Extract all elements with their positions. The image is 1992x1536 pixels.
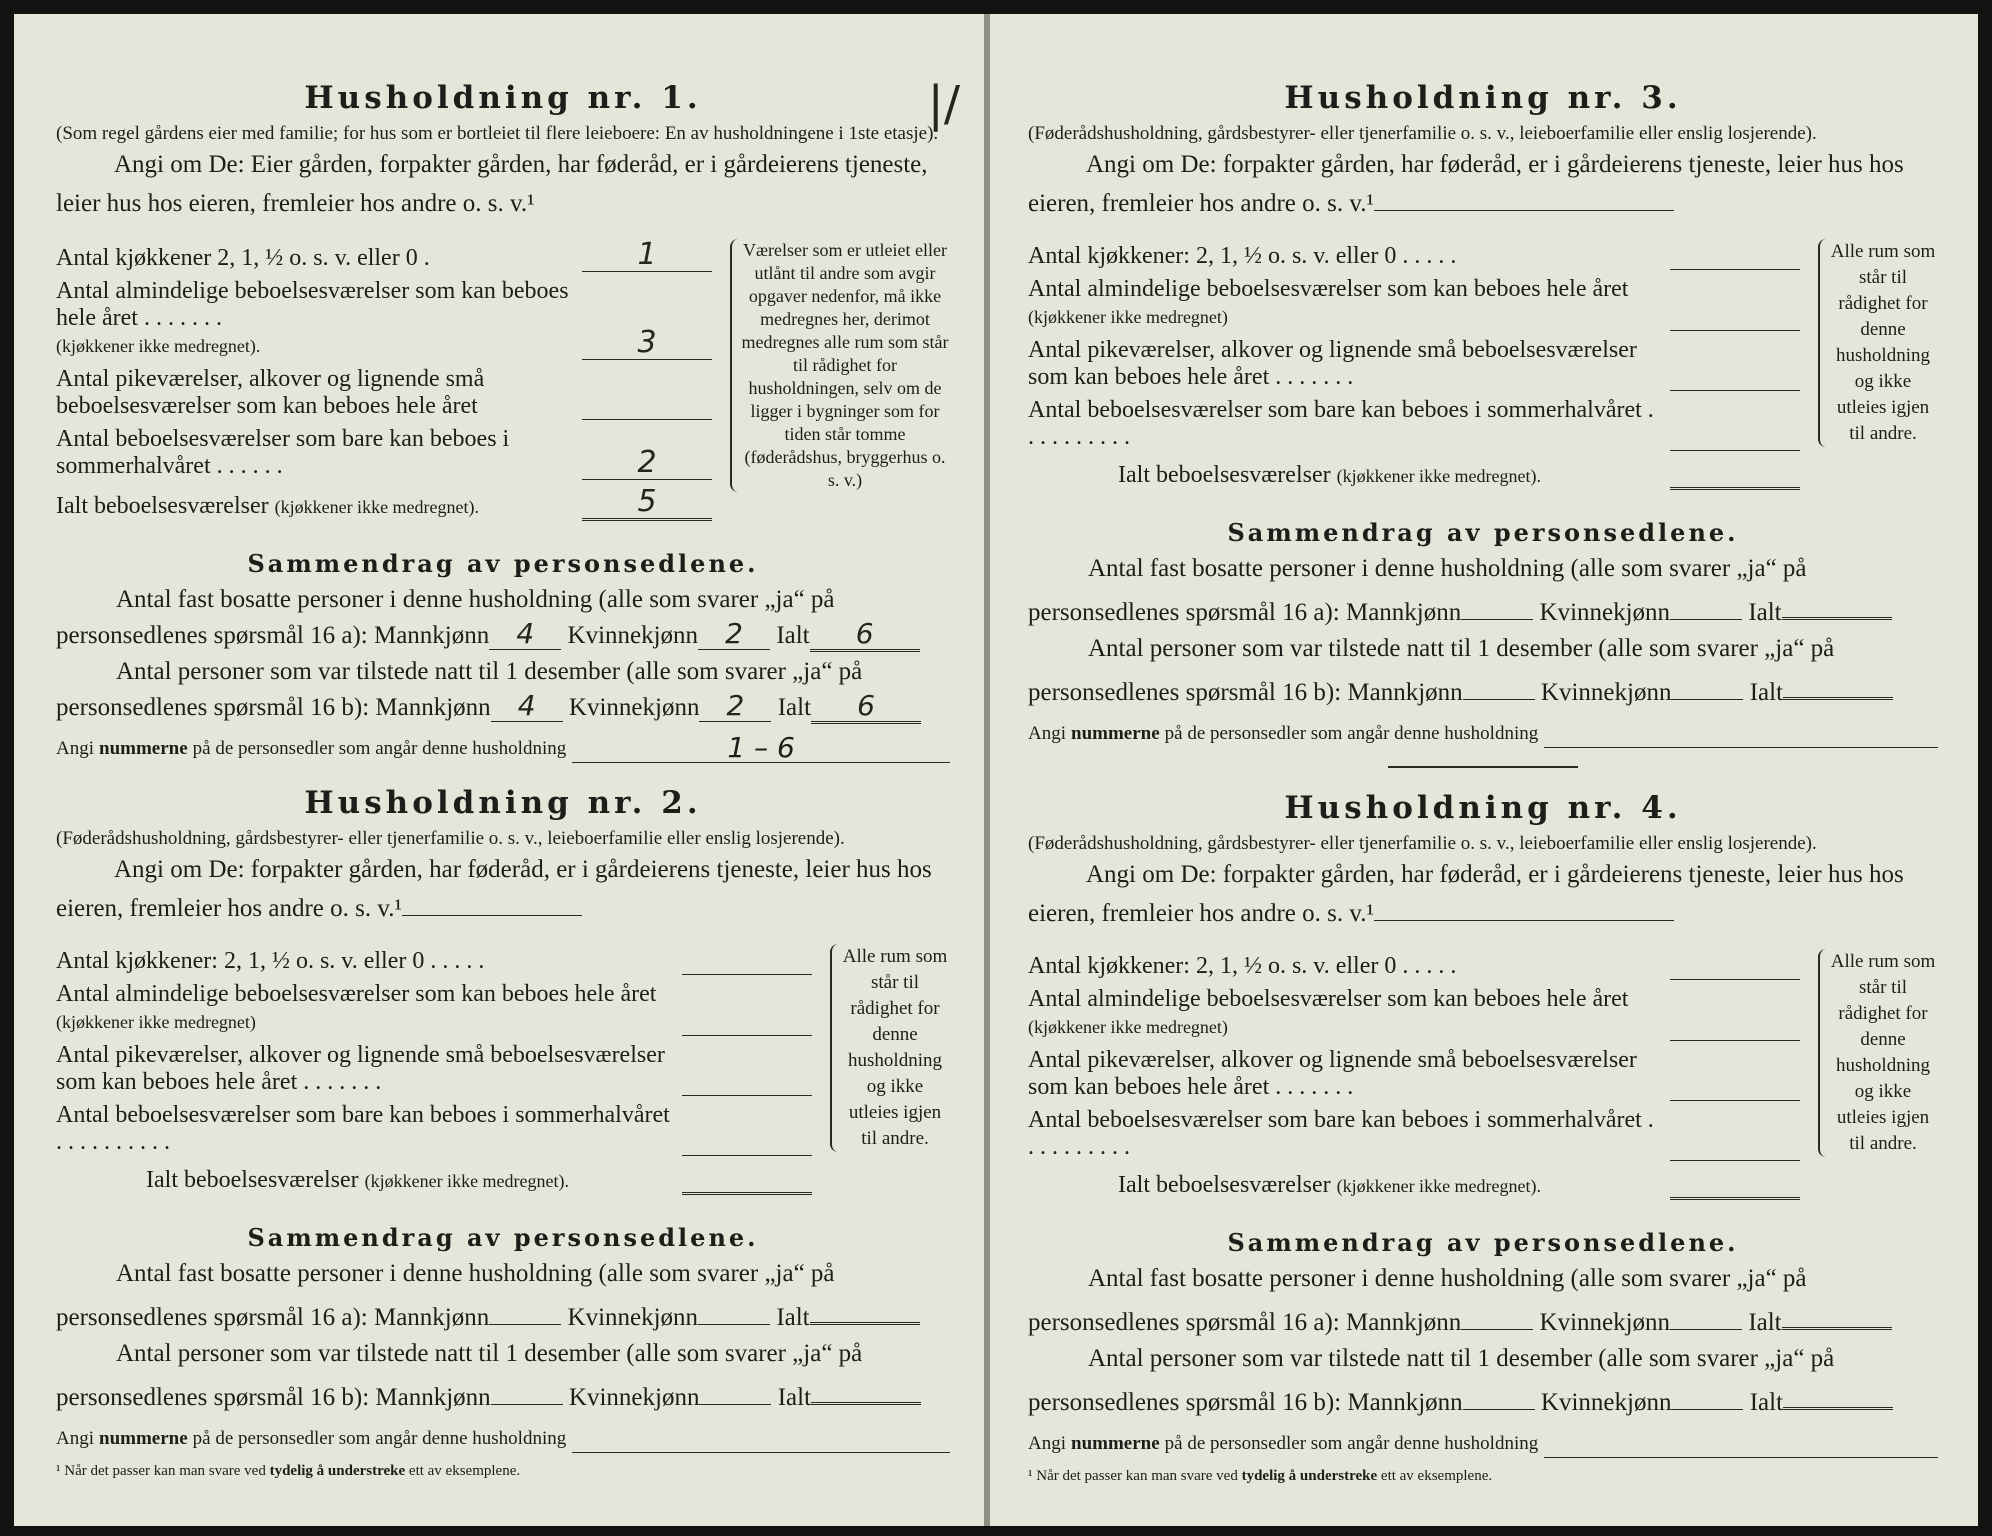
nummer-post: på de personsedler som angår denne husholdning	[192, 738, 567, 759]
summary-a-question: personsedlenes spørsmål 16 a):	[56, 622, 368, 649]
a-male-answer[interactable]	[1461, 589, 1533, 620]
male-label: Mannkjønn	[373, 622, 490, 649]
nummer-pre: Angi	[1028, 723, 1066, 744]
nummer-row	[1028, 1429, 1938, 1458]
b-total-answer[interactable]	[1783, 1377, 1893, 1410]
household-2	[56, 785, 950, 1453]
rooms-summer-answer[interactable]	[1670, 420, 1800, 451]
rooms-total-row	[1028, 1167, 1800, 1200]
rooms-summer-answer[interactable]	[1670, 1130, 1800, 1161]
household-4	[1028, 790, 1938, 1458]
kitchens-row	[1028, 949, 1800, 980]
rooms-total-label: Ialt beboelsesværelser	[1118, 462, 1331, 488]
b-female-answer[interactable]	[699, 1374, 771, 1405]
household-1-angi	[56, 145, 950, 223]
footnote-pre: ¹ Når det passer kan man svare ved	[56, 1463, 266, 1479]
rooms-small-row	[1028, 337, 1800, 391]
rooms-total-answer[interactable]	[1670, 457, 1800, 490]
rooms-main-sub: (kjøkkener ikke medregnet)	[1028, 307, 1228, 327]
rooms-summer-row	[56, 1102, 812, 1156]
rooms-small-answer[interactable]	[1670, 360, 1800, 391]
summary-b-text: Antal personer som var tilstede natt til 1 desember (alle som svarer „ja“ på	[1088, 1345, 1835, 1372]
nummer-bold: nummerne	[99, 738, 188, 759]
rooms-small-label: Antal pikeværelser, alkover og lignende små beboelsesværelser som kan beboes hele året . . . . . . .	[1028, 1047, 1637, 1100]
rooms-small-label: Antal pikeværelser, alkover og lignende små beboelsesværelser som kan beboes hele året	[56, 366, 485, 419]
kitchens-row	[1028, 239, 1800, 270]
summary-title: Sammendrag av personsedlene.	[247, 549, 759, 578]
total-label: Ialt	[1748, 599, 1782, 626]
rooms-small-answer[interactable]	[582, 389, 712, 420]
rooms-main-label: Antal almindelige beboelsesværelser som kan beboes hele året . . . . . . .	[56, 278, 569, 331]
household-1-rooms	[56, 239, 950, 527]
male-label: Mannkjønn	[373, 1304, 490, 1331]
kitchens-answer[interactable]	[682, 944, 812, 975]
rooms-small-row	[56, 1042, 812, 1096]
a-total-answer[interactable]	[1782, 1297, 1892, 1330]
a-female-answer[interactable]: 2	[698, 619, 770, 650]
a-total-answer[interactable]	[1782, 587, 1892, 620]
summary-b-row	[1028, 667, 1938, 711]
footnote-post: ett av eksemplene.	[408, 1463, 521, 1479]
summary-a-question: personsedlenes spørsmål 16 a):	[56, 1304, 368, 1331]
summary-a-row	[56, 618, 950, 654]
footnote-bold: tydelig å understreke	[269, 1463, 406, 1479]
b-female-answer[interactable]	[1671, 669, 1743, 700]
nummer-bold: nummerne	[1071, 1433, 1160, 1454]
b-female-answer[interactable]	[1671, 1379, 1743, 1410]
rooms-summer-label: Antal beboelsesværelser som bare kan beboes i sommerhalvåret . . . . . .	[56, 426, 510, 479]
female-label: Kvinnekjønn	[568, 694, 700, 721]
footnote-pre: ¹ Når det passer kan man svare ved	[1028, 1468, 1238, 1484]
side-note: Alle rum som står til rådighet for denne husholdning og ikke utleies igjen til andre.	[1818, 239, 1938, 447]
footnote	[56, 1463, 950, 1480]
male-label: Mannkjønn	[375, 1384, 491, 1411]
section-divider	[1388, 766, 1578, 768]
female-label: Kvinnekjønn	[567, 622, 699, 649]
summary-b-question: personsedlenes spørsmål 16 b):	[1028, 1389, 1342, 1416]
rooms-total-row	[56, 1162, 812, 1195]
side-note: Alle rum som står til rådighet for denne husholdning og ikke utleies igjen til andre.	[1818, 949, 1938, 1157]
angi-prompt: Angi om De:	[114, 856, 245, 883]
total-label: Ialt	[1748, 1309, 1782, 1336]
angi-prompt: Angi om De:	[1086, 861, 1217, 888]
nummer-bold: nummerne	[1071, 723, 1160, 744]
rooms-small-label: Antal pikeværelser, alkover og lignende små beboelsesværelser som kan beboes hele året . . . . . . .	[1028, 337, 1637, 390]
right-page	[990, 14, 1978, 1526]
b-female-answer[interactable]: 2	[699, 691, 771, 722]
summary-title: Sammendrag av personsedlene.	[247, 1223, 759, 1252]
summary-a-row	[1028, 1297, 1938, 1341]
summary-a-question: personsedlenes spørsmål 16 a):	[1028, 1309, 1340, 1336]
rooms-small-label: Antal pikeværelser, alkover og lignende små beboelsesværelser som kan beboes hele året . . . . . . .	[56, 1042, 665, 1095]
rooms-summer-row	[56, 426, 712, 480]
household-3-angi	[1028, 145, 1938, 223]
kitchens-row	[56, 239, 712, 272]
total-label: Ialt	[777, 1384, 812, 1411]
kitchens-label: Antal kjøkkener 2, 1, ½ o. s. v. eller 0 .	[56, 245, 430, 271]
household-4-title: Husholdning nr. 4.	[1284, 790, 1682, 826]
male-label: Mannkjønn	[1345, 1309, 1462, 1336]
rooms-list	[56, 239, 712, 527]
summary-a-text: Antal fast bosatte personer i denne husholdning (alle som svarer „ja“ på	[116, 1260, 835, 1287]
a-female-answer[interactable]	[1670, 1299, 1742, 1330]
rooms-main-row	[1028, 276, 1800, 331]
rooms-main-row	[56, 278, 712, 360]
left-page	[14, 14, 984, 1526]
rooms-small-row	[1028, 1047, 1800, 1101]
rooms-total-answer[interactable]: 5	[582, 486, 712, 521]
summary-a-row	[1028, 587, 1938, 631]
rooms-main-label: Antal almindelige beboelsesværelser som kan beboes hele året	[1028, 276, 1629, 302]
b-total-answer[interactable]	[811, 1372, 921, 1405]
rooms-main-sub: (kjøkkener ikke medregnet)	[56, 1012, 256, 1032]
rooms-total-sub: (kjøkkener ikke medregnet).	[1336, 466, 1542, 486]
male-label: Mannkjønn	[1347, 679, 1463, 706]
rooms-total-label: Ialt beboelsesværelser	[1118, 1172, 1331, 1198]
b-male-answer[interactable]	[491, 1374, 563, 1405]
rooms-main-sub: (kjøkkener ikke medregnet)	[1028, 1017, 1228, 1037]
nummer-answer[interactable]: 1 – 6	[572, 734, 950, 763]
summary-b-question: personsedlenes spørsmål 16 b):	[1028, 679, 1342, 706]
nummer-bold: nummerne	[99, 1428, 188, 1449]
nummer-answer[interactable]	[1544, 1429, 1938, 1458]
summary-title: Sammendrag av personsedlene.	[1227, 518, 1739, 547]
rooms-summer-answer[interactable]	[682, 1125, 812, 1156]
summary-b-text: Antal personer som var tilstede natt til 1 desember (alle som svarer „ja“ på	[116, 1340, 863, 1367]
b-total-answer[interactable]: 6	[811, 691, 921, 724]
summary-b-text: Antal personer som var tilstede natt til 1 desember (alle som svarer „ja“ på	[1088, 635, 1835, 662]
female-label: Kvinnekjønn	[567, 1304, 699, 1331]
household-2-rooms	[56, 944, 950, 1201]
rooms-list	[1028, 239, 1800, 496]
b-total-answer[interactable]	[1783, 667, 1893, 700]
summary-b-row	[56, 1372, 950, 1416]
summary-a-text: Antal fast bosatte personer i denne husholdning (alle som svarer „ja“ på	[1088, 1265, 1807, 1292]
nummer-pre: Angi	[56, 1428, 94, 1449]
rooms-total-answer[interactable]	[682, 1162, 812, 1195]
kitchens-label: Antal kjøkkener: 2, 1, ½ o. s. v. eller 0 . . . . .	[1028, 953, 1457, 979]
b-male-answer[interactable]	[1463, 669, 1535, 700]
rooms-main-label: Antal almindelige beboelsesværelser som kan beboes hele året	[1028, 986, 1629, 1012]
rooms-summer-answer[interactable]: 2	[582, 447, 712, 480]
rooms-main-row	[1028, 986, 1800, 1041]
nummer-pre: Angi	[56, 738, 94, 759]
female-label: Kvinnekjønn	[1540, 1389, 1672, 1416]
angi-options: Eier gården, forpakter gården, har føderåd, er i gårdeierens tjeneste, leier hus hos eieren, fremleier hos andre o. s. v.¹	[56, 151, 928, 217]
b-male-answer[interactable]: 4	[491, 691, 563, 722]
summary-b-question: personsedlenes spørsmål 16 b):	[56, 694, 370, 721]
summary-a-text: Antal fast bosatte personer i denne husholdning (alle som svarer „ja“ på	[116, 586, 835, 613]
summary-b-row	[56, 690, 950, 726]
rooms-small-row	[56, 366, 712, 420]
rooms-total-sub: (kjøkkener ikke medregnet).	[364, 1171, 570, 1191]
nummer-row	[56, 731, 950, 764]
rooms-summer-row	[1028, 1107, 1800, 1161]
total-label: Ialt	[776, 622, 810, 649]
household-3-note: (Føderådshusholdning, gårdsbestyrer- eller tjenerfamilie o. s. v., leieboerfamilie eller enslig losjerende).	[1028, 123, 1817, 144]
female-label: Kvinnekjønn	[1539, 1309, 1671, 1336]
rooms-main-label: Antal almindelige beboelsesværelser som kan beboes hele året	[56, 981, 657, 1007]
nummer-pre: Angi	[1028, 1433, 1066, 1454]
total-label: Ialt	[1749, 1389, 1784, 1416]
total-label: Ialt	[1749, 679, 1784, 706]
angi-prompt: Angi om De:	[1086, 151, 1217, 178]
rooms-total-row	[1028, 457, 1800, 490]
summary-a-text: Antal fast bosatte personer i denne husholdning (alle som svarer „ja“ på	[1088, 555, 1807, 582]
rooms-total-sub: (kjøkkener ikke medregnet).	[274, 497, 480, 517]
kitchens-label: Antal kjøkkener: 2, 1, ½ o. s. v. eller 0 . . . . .	[56, 948, 485, 974]
angi-options: forpakter gården, har føderåd, er i gårdeierens tjeneste, leier hus hos eieren, fremleier hos andre o. s. v.¹	[56, 856, 932, 922]
rooms-list	[56, 944, 812, 1201]
kitchens-label: Antal kjøkkener: 2, 1, ½ o. s. v. eller 0 . . . . .	[1028, 243, 1457, 269]
household-1-note: (Som regel gårdens eier med familie; for hus som er bortleiet til flere leieboere: En av husholdningene i 1ste etasje).	[56, 123, 939, 144]
kitchens-answer[interactable]: 1	[582, 239, 712, 272]
nummer-answer[interactable]	[1544, 719, 1938, 748]
footnote-post: ett av eksemplene.	[1380, 1468, 1493, 1484]
total-label: Ialt	[776, 1304, 810, 1331]
household-2-title: Husholdning nr. 2.	[304, 785, 702, 821]
nummer-answer[interactable]	[572, 1424, 950, 1453]
summary-b-question: personsedlenes spørsmål 16 b):	[56, 1384, 370, 1411]
nummer-post: på de personsedler som angår denne husholdning	[1164, 1433, 1539, 1454]
household-2-angi	[56, 850, 950, 928]
female-label: Kvinnekjønn	[1539, 599, 1671, 626]
rooms-main-answer[interactable]	[682, 1005, 812, 1036]
male-label: Mannkjønn	[375, 694, 491, 721]
male-label: Mannkjønn	[1347, 1389, 1463, 1416]
a-female-answer[interactable]	[1670, 589, 1742, 620]
angi-answer-line[interactable]	[1374, 898, 1674, 921]
household-4-rooms	[1028, 949, 1938, 1206]
handwritten-tally: |/	[927, 76, 960, 132]
summary-b-row	[1028, 1377, 1938, 1421]
household-2-note: (Føderådshusholdning, gårdsbestyrer- eller tjenerfamilie o. s. v., leieboerfamilie eller enslig losjerende).	[56, 828, 845, 849]
rooms-total-answer[interactable]	[1670, 1167, 1800, 1200]
a-male-answer[interactable]: 4	[489, 619, 561, 650]
rooms-small-answer[interactable]	[682, 1065, 812, 1096]
rooms-total-label: Ialt beboelsesværelser	[146, 1167, 359, 1193]
household-3	[1028, 80, 1938, 748]
a-total-answer[interactable]	[810, 1292, 920, 1325]
rooms-total-sub: (kjøkkener ikke medregnet).	[1336, 1176, 1542, 1196]
rooms-main-answer[interactable]	[1670, 1010, 1800, 1041]
b-male-answer[interactable]	[1463, 1379, 1535, 1410]
side-note: Alle rum som står til rådighet for denne husholdning og ikke utleies igjen til andre.	[830, 944, 950, 1152]
household-4-note: (Føderådshusholdning, gårdsbestyrer- eller tjenerfamilie o. s. v., leieboerfamilie eller enslig losjerende).	[1028, 833, 1817, 854]
total-label: Ialt	[777, 694, 812, 721]
nummer-row	[1028, 719, 1938, 748]
household-3-rooms	[1028, 239, 1938, 496]
rooms-summer-label: Antal beboelsesværelser som bare kan beboes i sommerhalvåret . . . . . . . . . .	[1028, 1107, 1654, 1160]
nummer-post: på de personsedler som angår denne husholdning	[1164, 723, 1539, 744]
summary-a-question: personsedlenes spørsmål 16 a):	[1028, 599, 1340, 626]
kitchens-answer[interactable]	[1670, 949, 1800, 980]
household-3-title: Husholdning nr. 3.	[1284, 80, 1682, 116]
male-label: Mannkjønn	[1345, 599, 1462, 626]
rooms-main-answer[interactable]: 3	[582, 327, 712, 360]
a-male-answer[interactable]	[489, 1294, 561, 1325]
rooms-main-row	[56, 981, 812, 1036]
angi-prompt: Angi om De:	[114, 151, 245, 178]
rooms-small-answer[interactable]	[1670, 1070, 1800, 1101]
rooms-total-row	[56, 486, 712, 521]
household-1-title: Husholdning nr. 1.	[304, 80, 702, 116]
kitchens-answer[interactable]	[1670, 239, 1800, 270]
angi-options: forpakter gården, har føderåd, er i gårdeierens tjeneste, leier hus hos eieren, fremleier hos andre o. s. v.¹	[1028, 861, 1904, 927]
footnote	[1028, 1468, 1938, 1485]
kitchens-row	[56, 944, 812, 975]
nummer-post: på de personsedler som angår denne husholdning	[192, 1428, 567, 1449]
summary-a-row	[56, 1292, 950, 1336]
angi-options: forpakter gården, har føderåd, er i gårdeierens tjeneste, leier hus hos eieren, fremleier hos andre o. s. v.¹	[1028, 151, 1904, 217]
angi-answer-line[interactable]	[1374, 188, 1674, 211]
summary-b-text: Antal personer som var tilstede natt til 1 desember (alle som svarer „ja“ på	[116, 658, 863, 685]
female-label: Kvinnekjønn	[1540, 679, 1672, 706]
rooms-main-sub: (kjøkkener ikke medregnet).	[56, 336, 261, 356]
summary-title: Sammendrag av personsedlene.	[1227, 1228, 1739, 1257]
household-1	[56, 76, 960, 764]
rooms-main-answer[interactable]	[1670, 300, 1800, 331]
a-total-answer[interactable]: 6	[810, 619, 920, 652]
a-female-answer[interactable]	[698, 1294, 770, 1325]
rooms-total-label: Ialt beboelsesværelser	[56, 493, 269, 519]
nummer-row	[56, 1424, 950, 1453]
side-note: Værelser som er utleiet eller utlånt til andre som avgir opgaver nedenfor, må ikke medregnes her, derimot medregnes alle rum som står til rådighet for husholdningen, selv om de ligger i bygninger som for tiden står tomme (føderådshus, bryggerhus o. s. v.)	[730, 239, 950, 492]
angi-answer-line[interactable]	[402, 893, 582, 916]
rooms-list	[1028, 949, 1800, 1206]
footnote-bold: tydelig å understreke	[1241, 1468, 1378, 1484]
female-label: Kvinnekjønn	[568, 1384, 700, 1411]
a-male-answer[interactable]	[1461, 1299, 1533, 1330]
rooms-summer-row	[1028, 397, 1800, 451]
rooms-summer-label: Antal beboelsesværelser som bare kan beboes i sommerhalvåret . . . . . . . . . .	[1028, 397, 1654, 450]
rooms-summer-label: Antal beboelsesværelser som bare kan beboes i sommerhalvåret . . . . . . . . . .	[56, 1102, 670, 1155]
household-4-angi	[1028, 855, 1938, 933]
